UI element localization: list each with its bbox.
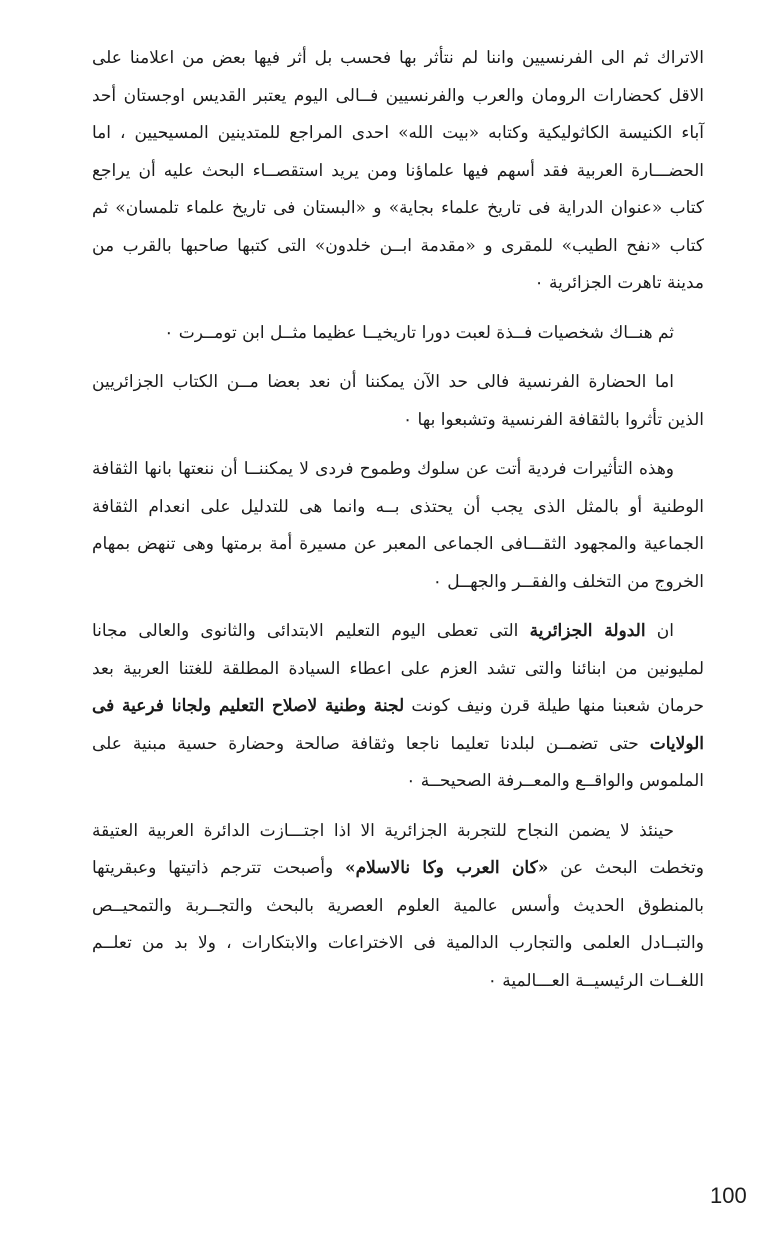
emphasis-arabs-and-islam: «كان العرب وكا نالاسلام»: [344, 858, 549, 878]
emphasis-education-committee: لجنة وطنية لاصلاح التعليم ولجانا فرعية فى الولايات: [92, 696, 704, 754]
paragraph-part: حتى تضمــن لبلدنا تعليما ناجعا وثقافة صالحة وحضارة حسية مبنية على الملموس والواقــع والمعــرفة الصحيحــة ٠: [92, 733, 704, 791]
paragraph-algerian-state: [92, 613, 704, 801]
paragraph-historical-figures-intro: الاتراك ثم الى الفرنسيين واننا لم نتأثر بها فحسب بل أثر فيها بعض من اعلامنا على الاقل كحضارات الرومان والعرب والفرنسيين فــالى اليوم يعتبر القديس اوجستان أحد آباء الكنيسة الكاثوليكية وكتابه «بيت الله» احدى المراجع للمتدينين المسيحيين ، اما الحضـــارة العربية فقد أسهم فيها علماؤنا ومن يريد استقصــاء البحث عليه أن يراجع كتاب «عنوان الدراية فى تاريخ علماء بجاية» و «البستان فى تاريخ علماء تلمسان» ثم كتاب «نفح الطيب» للمقرى و «مقدمة ابــن خلدون» التى كتبها صاحبها بالقرب من مدينة تاهرت الجزائرية ٠: [92, 48, 704, 293]
body-text: [92, 40, 704, 1000]
emphasis-algerian-state: الدولة الجزائرية: [529, 621, 646, 641]
paragraph-french-civilization: اما الحضارة الفرنسية فالى حد الآن يمكننا أن نعد بعضا مــن الكتاب الجزائريين الذين تأثروا بالثقافة الفرنسية وتشبعوا بها ٠: [92, 372, 704, 430]
paragraph-algerian-experiment: [92, 813, 704, 1001]
paragraph-individual-influences: وهذه التأثيرات فردية أتت عن سلوك وطموح فردى لا يمكننــا أن ننعتها بانها الثقافة الوطنية أو بالمثل الذى يجب أن يحتذى بــه وانما هى للتدليل على انعدام الثقافة الجماعية والمجهود الثقـــافى الجماعى المعبر عن مسيرة أمة برمتها وهى تنهض بمهام الخروج من التخلف والفقــر والجهــل ٠: [92, 459, 704, 592]
paragraph-part: ان: [645, 621, 674, 641]
paragraph-part: وأصبحت تترجم ذاتيتها وعبقريتها بالمنطوق الحديث وأسس عالمية العلوم العصرية بالبحث والتجــربة والتمحيــص والتبــادل العلمى والتجارب الدالمية فى الاختراعات والابتكارات ، ولا بد من تعلــم اللغــات الرئيسيــة العـــالمية ٠: [92, 858, 704, 991]
page-number: 100: [710, 1183, 747, 1208]
paragraph-notable-personalities: ثم هنــاك شخصيات فــذة لعبت دورا تاريخيــا عظيما مثــل ابن تومــرت ٠: [164, 322, 674, 343]
paragraph-part: التى تعطى اليوم التعليم الابتدائى والثانوى والعالى مجانا لمليونين من ابنائنا والتى تشد العزم على اعطاء السيادة المطلقة للغتنا العربية بعد حرمان شعبنا منها طيلة قرن ونيف كونت: [92, 621, 704, 716]
paragraph-part: حينئذ لا يضمن النجاح للتجربة الجزائرية الا اذا اجتـــازت الدائرة العربية العتيقة وتخطت البحث عن: [92, 820, 704, 878]
